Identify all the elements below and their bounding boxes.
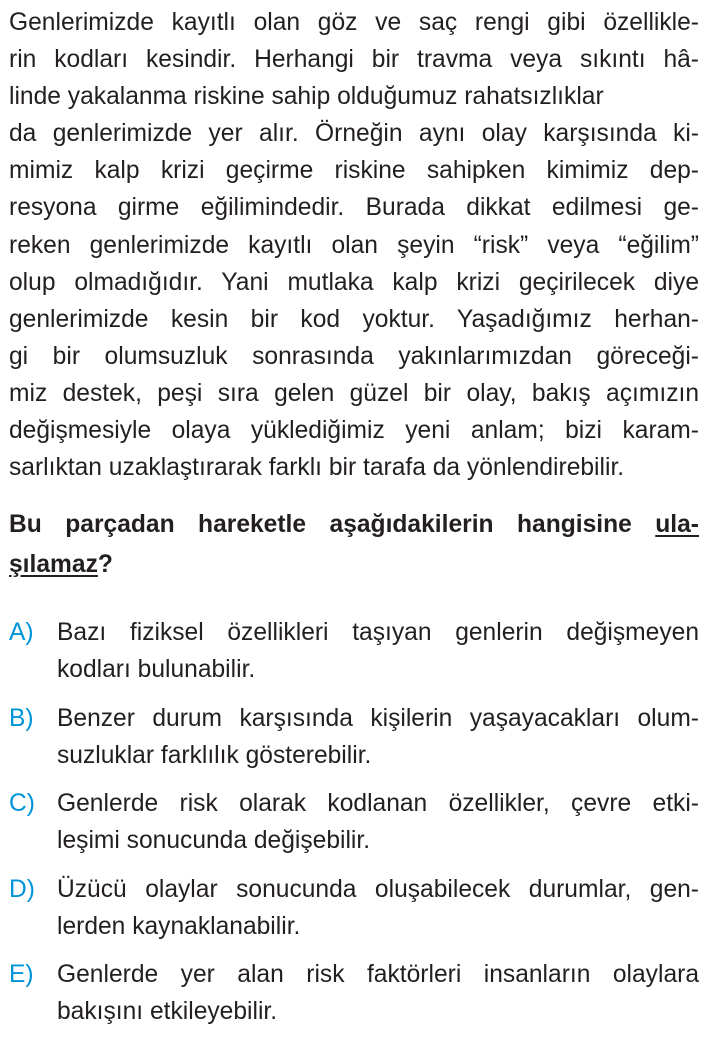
- question-emphasis: şılamaz: [9, 551, 98, 578]
- option-letter: D): [9, 875, 35, 903]
- option-line: Üzücü olaylar sonucunda oluşabilecek durumlar, gen-: [57, 875, 699, 903]
- option-text: [57, 956, 699, 1030]
- option-text: [57, 871, 699, 945]
- option-a[interactable]: [9, 614, 699, 700]
- option-line: Bazı fiziksel özellikleri taşıyan genlerin değişmeyen: [57, 619, 699, 646]
- option-letter: E): [9, 961, 34, 988]
- question-emphasis: ula-: [655, 511, 699, 538]
- passage-line: linde yakalanma riskine sahip olduğumuz rahatsızlıklar: [9, 83, 604, 111]
- passage-line: değişmesiyle olaya yüklediğimiz yeni anlam; bizi karam-: [9, 417, 699, 445]
- question-text: Bu parçadan hareketle aşağıdakilerin hangisine: [9, 511, 656, 538]
- option-line: Genlerde yer alan risk faktörleri insanların olaylara: [57, 961, 699, 988]
- option-text: [57, 785, 699, 859]
- option-line: suzluklar farklılık gösterebilir.: [57, 741, 372, 769]
- option-letter: C): [9, 790, 35, 817]
- passage-line: miz destek, peşi sıra gelen güzel bir olay, bakış açımızın: [9, 379, 699, 407]
- passage-line: mimiz kalp krizi geçirme riskine sahipken kimimiz dep-: [9, 157, 699, 185]
- option-letter: A): [9, 619, 34, 646]
- option-line: Benzer durum karşısında kişilerin yaşayacakları olum-: [57, 704, 699, 732]
- option-b[interactable]: [9, 700, 699, 786]
- option-d[interactable]: [9, 871, 699, 957]
- option-line: kodları bulunabilir.: [57, 656, 256, 683]
- passage-line: reken genlerimizde kayıtlı olan şeyin “risk” veya “eğilim”: [9, 231, 699, 259]
- option-line: Genlerde risk olarak kodlanan özellikler, çevre etki-: [57, 790, 699, 817]
- question-mark: ?: [97, 551, 113, 578]
- passage-line: sarlıktan uzaklaştırarak farklı bir tarafa da yönlendirebilir.: [9, 454, 625, 482]
- option-letter: B): [9, 704, 34, 732]
- option-line: lerden kaynaklanabilir.: [57, 912, 301, 940]
- passage-line: genlerimizde kesin bir kod yoktur. Yaşadığımız herhan-: [9, 305, 699, 333]
- passage-line: da genlerimizde yer alır. Örneğin aynı olay karşısında ki-: [9, 120, 699, 148]
- passage-line: gi bir olumsuzluk sonrasında yakınlarımızdan göreceği-: [9, 342, 699, 370]
- option-text: [57, 614, 699, 688]
- option-text: [57, 700, 699, 774]
- passage-line: Genlerimizde kayıtlı olan göz ve saç rengi gibi özellikle-: [9, 9, 699, 36]
- passage-line: resyona girme eğilimindedir. Burada dikkat edilmesi ge-: [9, 194, 699, 222]
- option-e[interactable]: [9, 956, 699, 1042]
- question-stem: [9, 505, 699, 585]
- reading-passage: [9, 4, 699, 486]
- option-c[interactable]: [9, 785, 699, 871]
- option-line: leşimi sonucunda değişebilir.: [57, 827, 371, 854]
- option-line: bakışını etkileyebilir.: [57, 998, 278, 1025]
- passage-line: rin kodları kesindir. Herhangi bir travma veya sıkıntı hâ-: [9, 46, 699, 74]
- question-line-2: [9, 545, 699, 585]
- passage-line: olup olmadığıdır. Yani mutlaka kalp krizi geçirilecek diye: [9, 268, 699, 296]
- answer-options: [9, 614, 699, 1042]
- question-line-1: [9, 505, 699, 545]
